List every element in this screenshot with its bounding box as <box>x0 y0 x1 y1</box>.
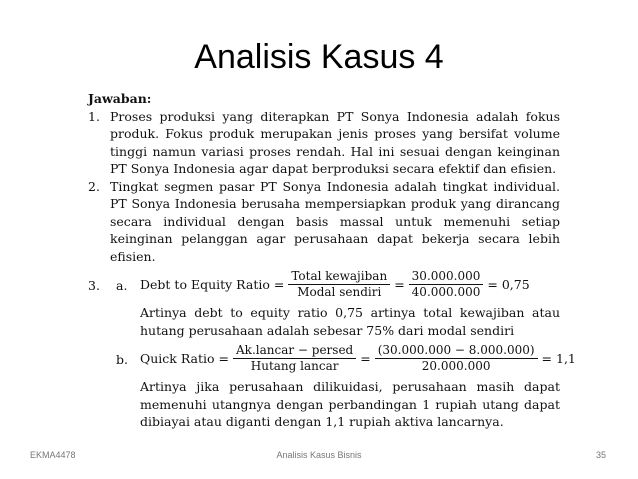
item-number: 2. <box>88 178 100 194</box>
fraction-numerator: Total kewajiban <box>288 269 390 285</box>
formula-label: Debt to Equity Ratio = <box>140 276 285 292</box>
footer-course-title: Analisis Kasus Bisnis <box>276 450 362 460</box>
fraction-values <box>409 269 484 300</box>
equals-sign: = <box>360 350 371 366</box>
fraction-numerator: Ak.lancar − persed <box>233 343 356 359</box>
explanation-b: Artinya jika perusahaan dilikuidasi, perusahaan masih dapat memenuhi utangnya dengan perbandingan 1 rupiah utang dapat dibiayai atau diganti dengan 1,1 rupiah aktiva lancarnya. <box>140 379 560 429</box>
fraction-denominator: Hutang lancar <box>250 359 339 373</box>
item-number: 3. <box>88 278 100 293</box>
formula-quick-ratio <box>88 343 576 374</box>
slide-title: Analisis Kasus 4 <box>194 38 444 76</box>
fraction-formula <box>233 343 356 374</box>
answer-item-1 <box>88 108 560 178</box>
formula-label: Quick Ratio = <box>140 350 229 366</box>
answer-item-2 <box>88 178 560 266</box>
formula-debt-to-equity <box>88 269 560 300</box>
footer-course-code: EKMA4478 <box>30 450 76 460</box>
fraction-numerator: 30.000.000 <box>409 269 484 285</box>
sub-letter: a. <box>116 278 128 293</box>
fraction-denominator: Modal sendiri <box>297 285 382 299</box>
footer-page-number: 35 <box>595 450 606 460</box>
fraction-values <box>375 343 538 374</box>
item-text: Proses produksi yang diterapkan PT Sonya Indonesia adalah fokus produk. Fokus produk merupakan jenis proses yang bersifat volume tinggi namun variasi proses rendah. Hal ini sesuai dengan keinginan PT Sonya Indonesia agar dapat berproduksi secara efektif dan efisien. <box>110 108 560 176</box>
item-number: 1. <box>88 108 100 124</box>
formula-result: = 0,75 <box>487 276 530 292</box>
fraction-numerator: (30.000.000 − 8.000.000) <box>375 343 538 359</box>
answer-heading: Jawaban: <box>88 91 152 106</box>
answer-document <box>88 90 576 431</box>
fraction-denominator: 20.000.000 <box>421 359 491 373</box>
item-text: Tingkat segmen pasar PT Sonya Indonesia adalah tingkat individual. PT Sonya Indonesia berusaha mempersiapkan produk yang dirancang secara individual dengan basis massal untuk memenuhi setiap keinginan pelanggan agar perusahaan dapat bekerja secara lebih efisien. <box>110 178 560 264</box>
fraction-formula <box>288 269 390 300</box>
equals-sign: = <box>394 276 405 292</box>
fraction-denominator: 40.000.000 <box>411 285 481 299</box>
formula-result: = 1,1 <box>541 350 576 366</box>
sub-letter: b. <box>116 352 128 367</box>
explanation-a: Artinya debt to equity ratio 0,75 artinya total kewajiban atau hutang perusahaan adalah sebesar 75% dari modal sendiri <box>140 305 560 338</box>
